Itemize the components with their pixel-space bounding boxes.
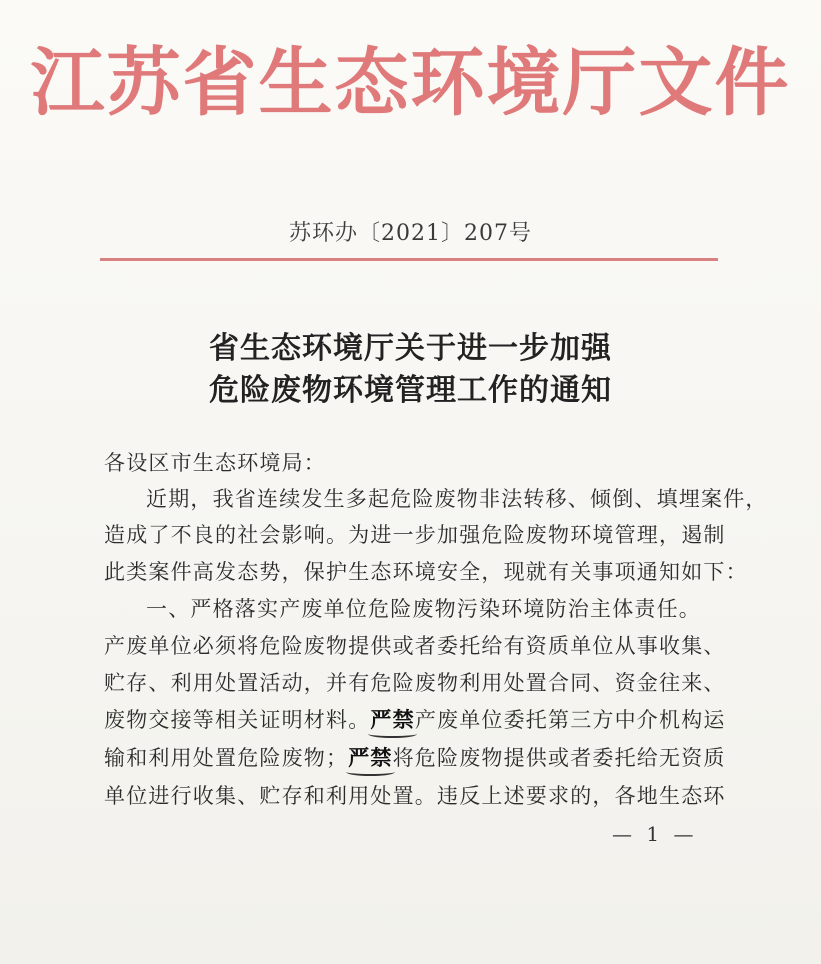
section-1-line-3-end: 产废单位委托第三方中介机构运 [414,708,726,732]
section-1-line-4-end: 将危险废物提供或者委托给无资质 [392,746,726,770]
prohibition-highlight-2: 严禁 [348,746,393,770]
section-1-line-4 [104,743,726,773]
section-1-line-1: 产废单位必须将危险废物提供或者委托给有资质单位从事收集、 [104,634,726,658]
prohibition-highlight-1: 严禁 [370,708,415,732]
agency-header-title: 江苏省生态环境厅文件 [30,40,791,126]
section-1-heading: 一、严格落实产废单位危险废物污染环境防治主体责任。 [146,597,701,621]
document-number: 苏环办〔2021〕207号 [289,221,532,246]
page-number: — 1 — [612,822,698,846]
intro-line-1: 近期，我省连续发生多起危险废物非法转移、倾倒、填埋案件， [146,487,768,511]
section-1-line-5: 单位进行收集、贮存和利用处置。违反上述要求的，各地生态环 [104,784,726,808]
intro-line-2: 造成了不良的社会影响。为进一步加强危险废物环境管理，遏制 [104,523,726,547]
section-1-line-2: 贮存、利用处置活动，并有危险废物利用处置合同、资金往来、 [104,671,726,695]
salutation: 各设区市生态环境局： [104,451,326,475]
red-divider-rule [100,258,718,261]
intro-line-3: 此类案件高发态势，保护生态环境安全，现就有关事项通知如下： [104,560,748,584]
section-1-line-4-start: 输和利用处置危险废物； [104,746,349,770]
notice-title-line-2: 危险废物环境管理工作的通知 [209,373,612,408]
section-1-line-3-start: 废物交接等相关证明材料。 [104,708,371,732]
section-1-line-3 [104,705,726,735]
notice-title-line-1: 省生态环境厅关于进一步加强 [209,331,612,366]
